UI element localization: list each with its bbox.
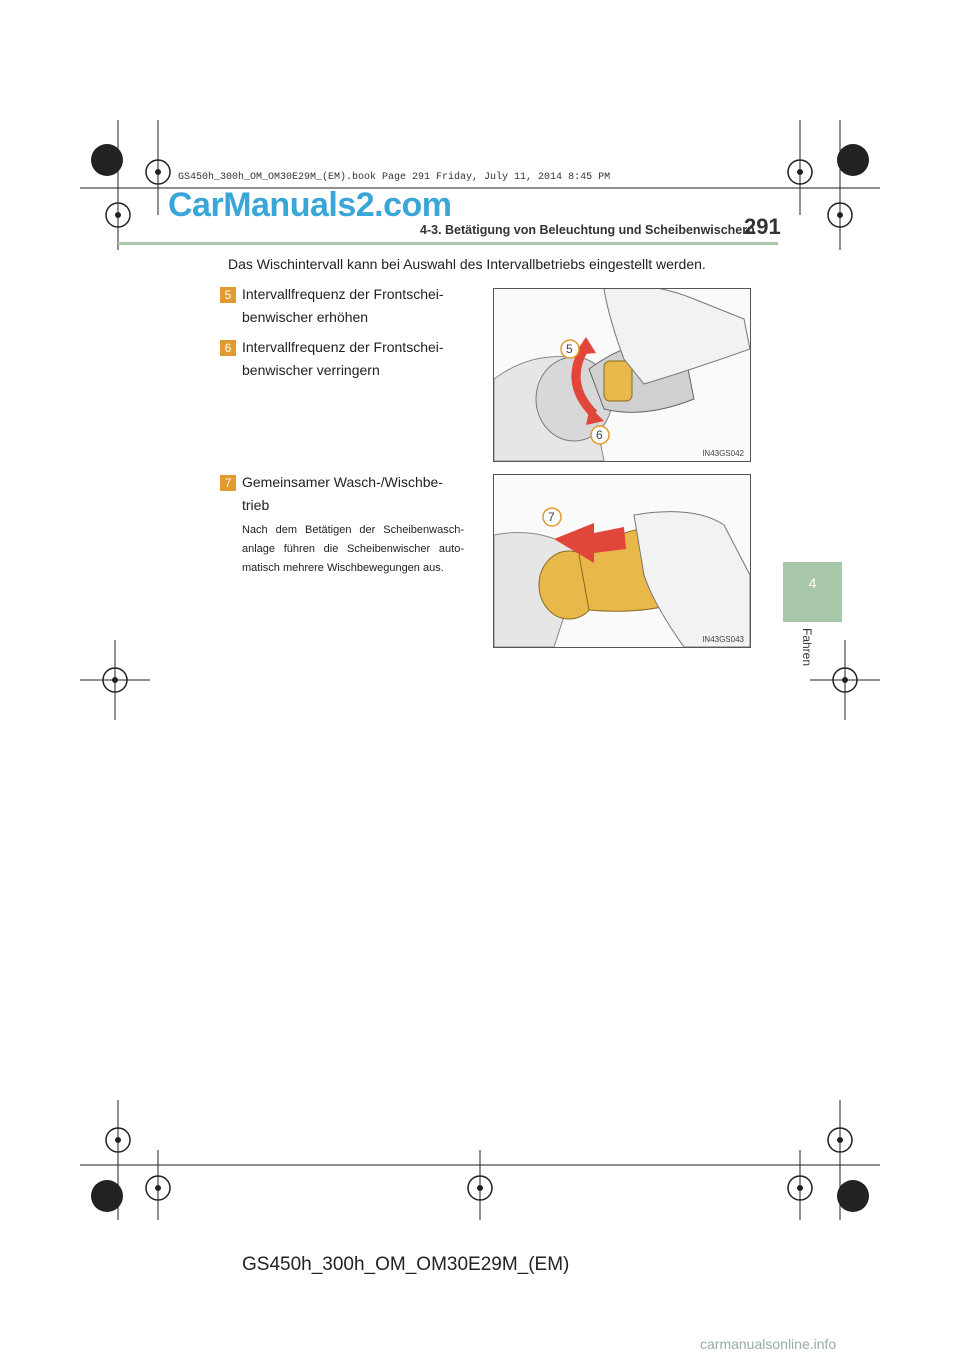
item-badge: 6 (220, 340, 236, 356)
watermark-bottom[interactable]: carmanualsonline.info (700, 1336, 837, 1352)
page-number: 291 (744, 214, 781, 239)
item-line: Gemeinsamer Wasch-/Wischbe- (242, 474, 443, 490)
item-line: trieb (242, 497, 270, 513)
chapter-tab-number: 4 (808, 575, 817, 591)
watermark-top[interactable]: CarManuals2.com (168, 186, 452, 224)
note-text: Nach dem Betätigen der Scheibenwasch-anlage führen die Scheibenwischer auto-matisch mehrere Wischbewegungen aus. (242, 524, 464, 574)
intro-text: Das Wischintervall kann bei Auswahl des Intervallbetriebs eingestellt werden. (228, 256, 706, 272)
figure-wash-wipe (493, 474, 751, 648)
figure-code: IN43GS043 (702, 635, 744, 644)
section-title: 4-3. Betätigung von Beleuchtung und Scheibenwischern (420, 223, 755, 237)
item-line: Intervallfrequenz der Frontschei- (242, 339, 444, 355)
item-line: benwischer verringern (242, 362, 380, 378)
chapter-tab (783, 562, 842, 622)
book-info: GS450h_300h_OM_OM30E29M_(EM).book Page 291 Friday, July 11, 2014 8:45 PM (178, 172, 611, 183)
figure-code: IN43GS042 (702, 449, 744, 458)
figure-wiper-interval (493, 288, 751, 462)
washer-lever-illustration (494, 475, 750, 647)
chapter-tab-label: Fahren (800, 628, 814, 667)
figure-callout: 6 (596, 428, 603, 442)
item-badge: 5 (220, 287, 236, 303)
figure-callout: 7 (548, 510, 555, 524)
list-item (242, 336, 464, 382)
list-item (242, 471, 464, 517)
item-line: Intervallfrequenz der Frontschei- (242, 286, 444, 302)
list-item (242, 283, 464, 329)
item-line: benwischer erhöhen (242, 309, 369, 325)
header-rule (118, 242, 778, 245)
figure-callout: 5 (566, 342, 573, 356)
footer-code: GS450h_300h_OM_OM30E29M_(EM) (242, 1254, 570, 1275)
item-badge: 7 (220, 475, 236, 491)
wiper-lever-illustration (494, 289, 750, 461)
